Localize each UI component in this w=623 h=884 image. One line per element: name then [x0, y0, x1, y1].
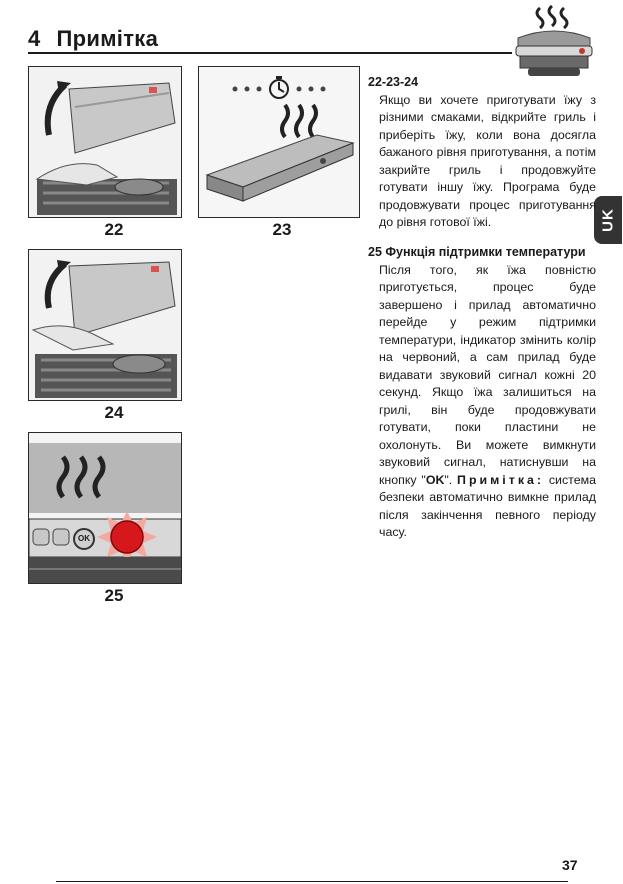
grill-cooking-illustration	[199, 67, 359, 217]
page-number: 37	[562, 857, 578, 873]
section-number: 4	[28, 26, 41, 51]
figure-25	[28, 432, 182, 584]
ok-button-illustration: OK	[73, 528, 95, 550]
section-body-22-23-24: Якщо ви хочете приготувати їжу з різними смаками, відкрийте гриль і приберіть їжу, коли вона досягла бажаного рівня приготування, а потім закрийте гриль і продовжуйте готувати іншу їжу. Програма буде продовжувати процес приготування до рівня готової їжі.	[379, 92, 596, 229]
section-body-keep-warm	[368, 262, 596, 542]
section-title: Примітка	[56, 26, 159, 51]
header-grill-illustration	[506, 4, 602, 84]
grill-open-illustration	[29, 67, 181, 217]
note-text: система безпеки автоматично вимкне прилад після закінчення певного періоду часу.	[379, 472, 596, 539]
ok-button-reference: OK	[425, 472, 445, 487]
keep-warm-section	[368, 244, 596, 542]
footer-rule	[56, 881, 568, 882]
instructions-column	[368, 74, 596, 232]
keep-warm-text: Після того, як їжа повністю приготується, процес буде завершено і прилад автоматично перейде у режим підтримки температури, індикатор змінить колір на червоний, а сам прилад буде видавати звуковий сигнал кожні 20 секунд. Якщо їжа залишиться на грилі, він буде продовжувати готувати, поки пластини не охолонуть. Ви можете вимкнути звуковий сигнал, натиснувши на кнопку "	[379, 262, 596, 487]
figure-25-label: 25	[104, 586, 124, 605]
language-tab	[594, 196, 622, 244]
grill-open-remove-food-illustration	[29, 250, 181, 400]
keep-warm-text-end: ".	[444, 472, 453, 487]
figure-22-label: 22	[104, 220, 124, 239]
keep-warm-indicator-illustration	[29, 433, 181, 583]
section-heading-keep-warm: 25 Функція підтримки температури	[368, 245, 586, 259]
figure-22	[28, 66, 182, 218]
figure-24-label: 24	[104, 403, 124, 422]
section-heading-22-23-24: 22-23-24	[368, 75, 419, 89]
language-tab-label: UK	[599, 208, 617, 232]
figure-24	[28, 249, 182, 401]
note-label: Примітка:	[457, 472, 545, 487]
header-rule	[28, 52, 512, 54]
page-title	[28, 26, 158, 52]
figure-23-label: 23	[272, 220, 292, 239]
figure-23	[198, 66, 360, 218]
